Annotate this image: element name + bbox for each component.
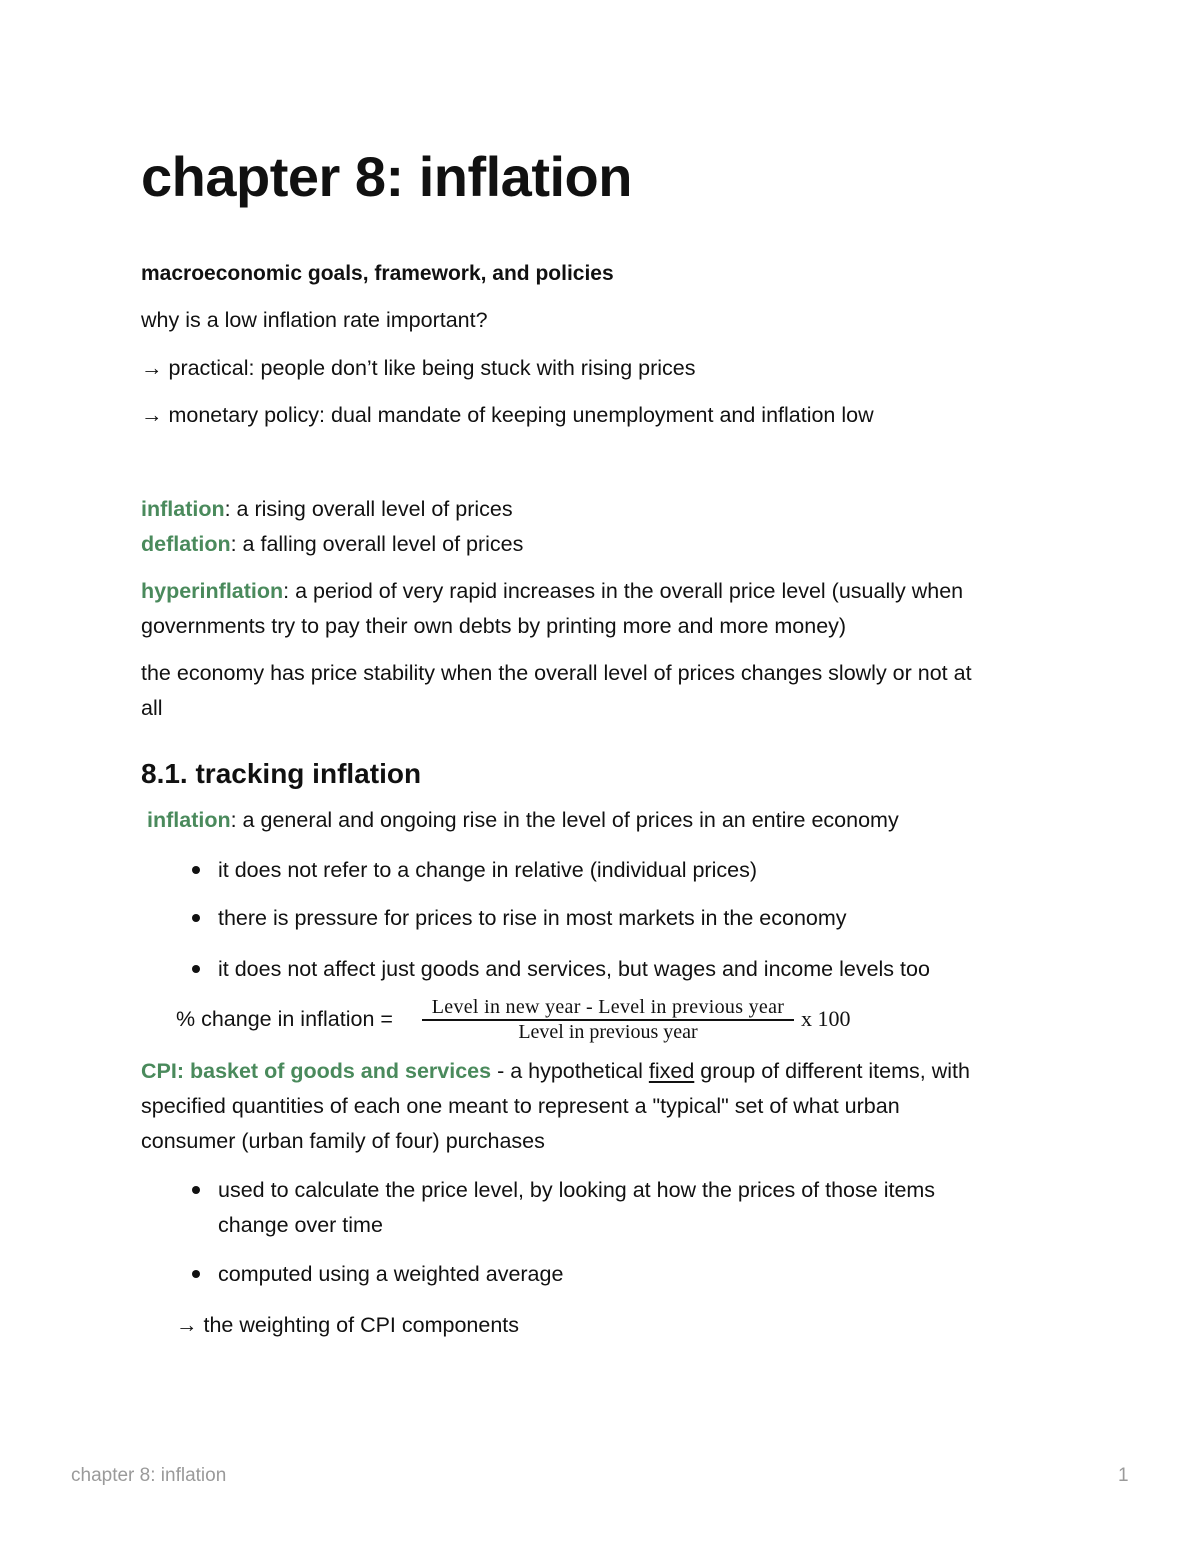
intro-question: why is a low inflation rate important? bbox=[141, 308, 488, 332]
bullet-icon bbox=[192, 866, 200, 874]
weighting-text: the weighting of CPI components bbox=[203, 1313, 520, 1337]
weighting-line bbox=[176, 1312, 519, 1338]
list-item: it does not refer to a change in relative (individual prices) bbox=[218, 858, 757, 882]
definition-hyperinflation-line-2: governments try to pay their own debts by printing more and more money) bbox=[141, 614, 847, 638]
footer-title: chapter 8: inflation bbox=[71, 1465, 227, 1486]
formula-fraction bbox=[422, 996, 794, 1042]
arrow-icon: → bbox=[141, 403, 163, 427]
definition-hyperinflation bbox=[141, 578, 963, 604]
intro-reason-1 bbox=[141, 355, 696, 381]
bullet-icon bbox=[192, 914, 200, 922]
intro-reason-2 bbox=[141, 402, 874, 428]
definition-text: : a rising overall level of prices bbox=[224, 497, 513, 521]
reason-text: monetary policy: dual mandate of keeping unemployment and inflation low bbox=[168, 403, 874, 427]
cpi-text: group of different items, with bbox=[694, 1059, 970, 1083]
section-heading-8-1: 8.1. tracking inflation bbox=[141, 758, 422, 789]
list-item: it does not affect just goods and services, but wages and income levels too bbox=[218, 957, 930, 981]
formula-denominator: Level in previous year bbox=[518, 1020, 698, 1043]
list-item: there is pressure for prices to rise in most markets in the economy bbox=[218, 906, 847, 930]
cpi-fixed-emphasis: fixed bbox=[648, 1059, 695, 1083]
list-item: used to calculate the price level, by looking at how the prices of those items bbox=[218, 1178, 936, 1202]
cpi-definition-line-1 bbox=[141, 1058, 970, 1084]
list-item-continuation: change over time bbox=[218, 1213, 383, 1237]
bullet-icon bbox=[192, 1270, 200, 1278]
bullet-icon bbox=[192, 965, 200, 973]
price-stability-line-1: the economy has price stability when the overall level of prices changes slowly or not at bbox=[141, 661, 972, 685]
term-cpi: CPI: basket of goods and services bbox=[141, 1059, 492, 1083]
bullet-icon bbox=[192, 1186, 200, 1194]
arrow-icon: → bbox=[141, 356, 163, 380]
price-stability-line-2: all bbox=[141, 696, 163, 720]
term-hyperinflation: hyperinflation bbox=[141, 579, 284, 603]
arrow-icon: → bbox=[176, 1313, 198, 1337]
subheading: macroeconomic goals, framework, and policies bbox=[141, 262, 614, 285]
definition-inflation bbox=[141, 496, 513, 522]
term-inflation: inflation bbox=[141, 497, 225, 521]
page-title: chapter 8: inflation bbox=[141, 145, 632, 208]
cpi-definition-line-3: consumer (urban family of four) purchases bbox=[141, 1129, 545, 1153]
definition-text: : a period of very rapid increases in the overall price level (usually when bbox=[283, 579, 964, 603]
reason-text: practical: people don’t like being stuck with rising prices bbox=[168, 356, 696, 380]
term-inflation: inflation bbox=[147, 808, 231, 832]
definition-text: : a falling overall level of prices bbox=[230, 532, 524, 556]
term-deflation: deflation bbox=[141, 532, 231, 556]
formula-label: % change in inflation = bbox=[176, 1007, 393, 1031]
cpi-text: - a hypothetical bbox=[491, 1059, 649, 1083]
page-number: 1 bbox=[1118, 1465, 1129, 1486]
definition-text: : a general and ongoing rise in the level of prices in an entire economy bbox=[230, 808, 899, 832]
cpi-definition-line-2: specified quantities of each one meant to represent a "typical" set of what urban bbox=[141, 1094, 900, 1118]
list-item: computed using a weighted average bbox=[218, 1262, 564, 1286]
definition-deflation bbox=[141, 531, 523, 557]
definition-inflation-general bbox=[147, 807, 899, 833]
formula-multiplier: x 100 bbox=[801, 1006, 851, 1031]
formula-numerator: Level in new year - Level in previous year bbox=[431, 996, 785, 1018]
